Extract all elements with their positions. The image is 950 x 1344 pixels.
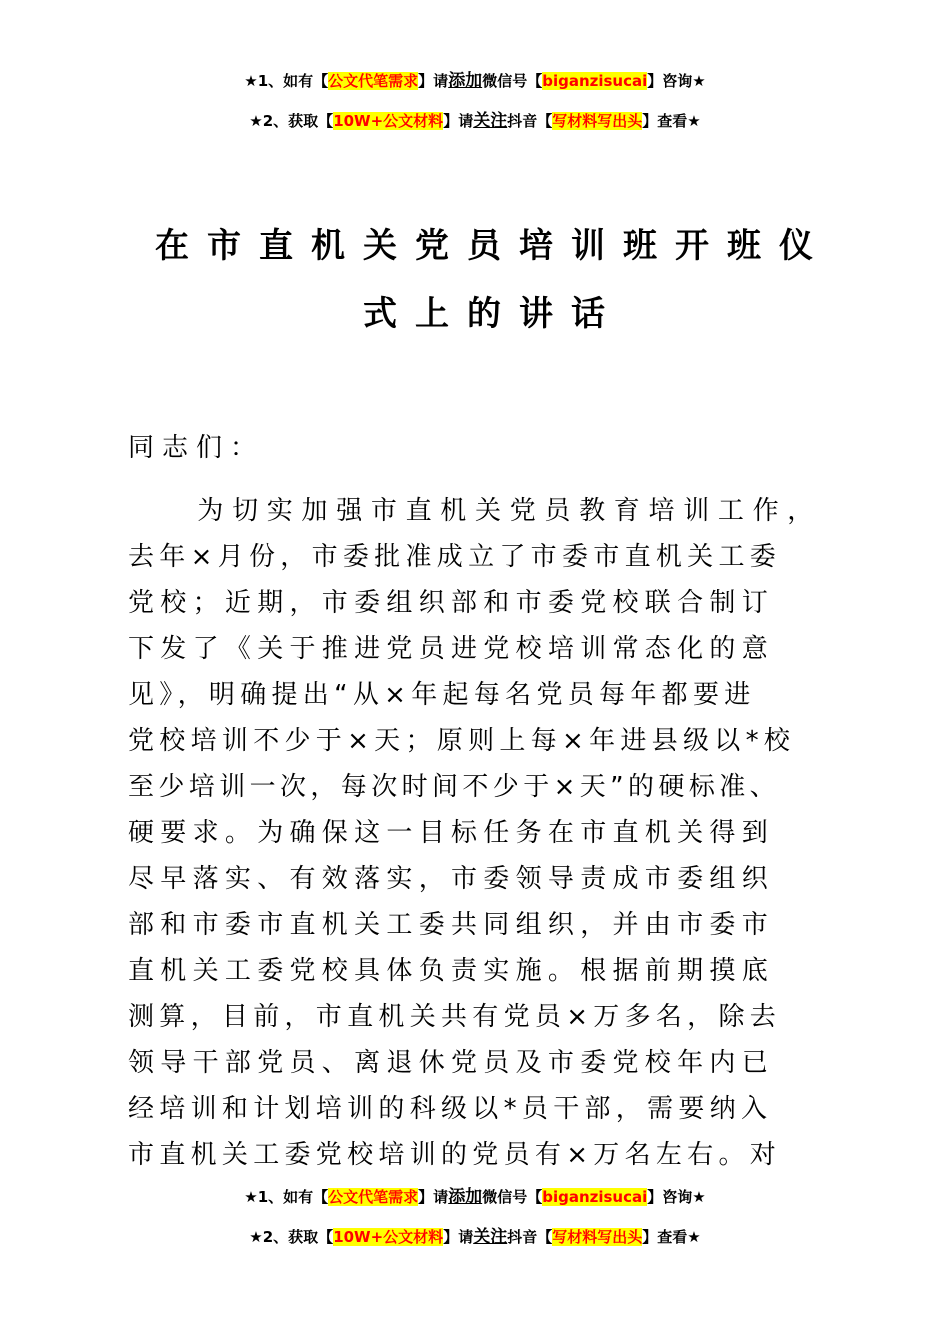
body-line: 硬要求。为确保这一目标任务在市直机关得到 (128, 818, 775, 848)
notice-suffix: 】查看★ (642, 112, 701, 130)
header-notice-line2 (0, 110, 950, 132)
notice-highlight: 写材料写出头 (552, 1228, 643, 1246)
body-line: 测算，目前，市直机关共有党员×万多名，除去 (128, 1002, 782, 1032)
notice-underlined: 添加 (448, 71, 483, 91)
body-line: 部和市委市直机关工委共同组织，并由市委市 (128, 910, 775, 940)
notice-suffix: 】咨询★ (647, 72, 706, 90)
notice-highlight: 写材料写出头 (552, 112, 643, 130)
body-line: 去年×月份，市委批准成立了市委市直机关工委 (128, 542, 782, 572)
salutation: 同志们： (128, 433, 265, 463)
notice-suffix: 】查看★ (642, 1228, 701, 1246)
document-title-line1: 在市直机关党员培训班开班仪 (155, 226, 831, 266)
notice-underlined: 添加 (448, 1187, 483, 1207)
notice-highlight: 公文代笔需求 (328, 1188, 419, 1206)
notice-text: 】请 (443, 1228, 474, 1246)
notice-underlined: 关注 (473, 111, 508, 131)
notice-prefix: ★2、获取【 (249, 112, 334, 130)
footer-notice-line1 (0, 1186, 950, 1208)
body-line: 至少培训一次，每次时间不少于×天”的硬标准、 (128, 772, 781, 802)
body-line: 下发了《关于推进党员进党校培训常态化的意 (128, 634, 775, 664)
notice-highlight: 10W+公文材料 (333, 1228, 444, 1246)
body-line: 领导干部党员、离退休党员及市委党校年内已 (128, 1048, 775, 1078)
body-line: 市直机关工委党校培训的党员有×万名左右。对 (128, 1140, 782, 1170)
body-line: 尽早落实、有效落实，市委领导责成市委组织 (128, 864, 775, 894)
notice-text: 抖音【 (507, 1228, 553, 1246)
notice-highlight: 10W+公文材料 (333, 112, 444, 130)
notice-text: 抖音【 (507, 112, 553, 130)
notice-highlight: biganzisucai (542, 72, 648, 90)
notice-text: 】请 (418, 72, 449, 90)
notice-suffix: 】咨询★ (647, 1188, 706, 1206)
notice-prefix: ★1、如有【 (244, 1188, 329, 1206)
notice-prefix: ★1、如有【 (244, 72, 329, 90)
notice-highlight: biganzisucai (542, 1188, 648, 1206)
body-line: 见》，明确提出“从×年起每名党员每年都要进 (128, 680, 756, 710)
header-notice-line1 (0, 70, 950, 92)
footer-notice-line2 (0, 1226, 950, 1248)
document-title-line2: 式上的讲话 (363, 294, 623, 334)
notice-text: 微信号【 (482, 72, 543, 90)
notice-highlight: 公文代笔需求 (328, 72, 419, 90)
notice-text: 微信号【 (482, 1188, 543, 1206)
body-line: 经培训和计划培训的科级以*员干部，需要纳入 (128, 1094, 773, 1124)
body-line: 党校；近期，市委组织部和市委党校联合制订 (128, 588, 775, 618)
notice-text: 】请 (443, 112, 474, 130)
notice-prefix: ★2、获取【 (249, 1228, 334, 1246)
body-line: 党校培训不少于×天；原则上每×年进县级以*校 (128, 726, 796, 756)
body-line: 为切实加强市直机关党员教育培训工作， (128, 496, 823, 526)
notice-text: 】请 (418, 1188, 449, 1206)
body-line: 直机关工委党校具体负责实施。根据前期摸底 (128, 956, 775, 986)
notice-underlined: 关注 (473, 1227, 508, 1247)
